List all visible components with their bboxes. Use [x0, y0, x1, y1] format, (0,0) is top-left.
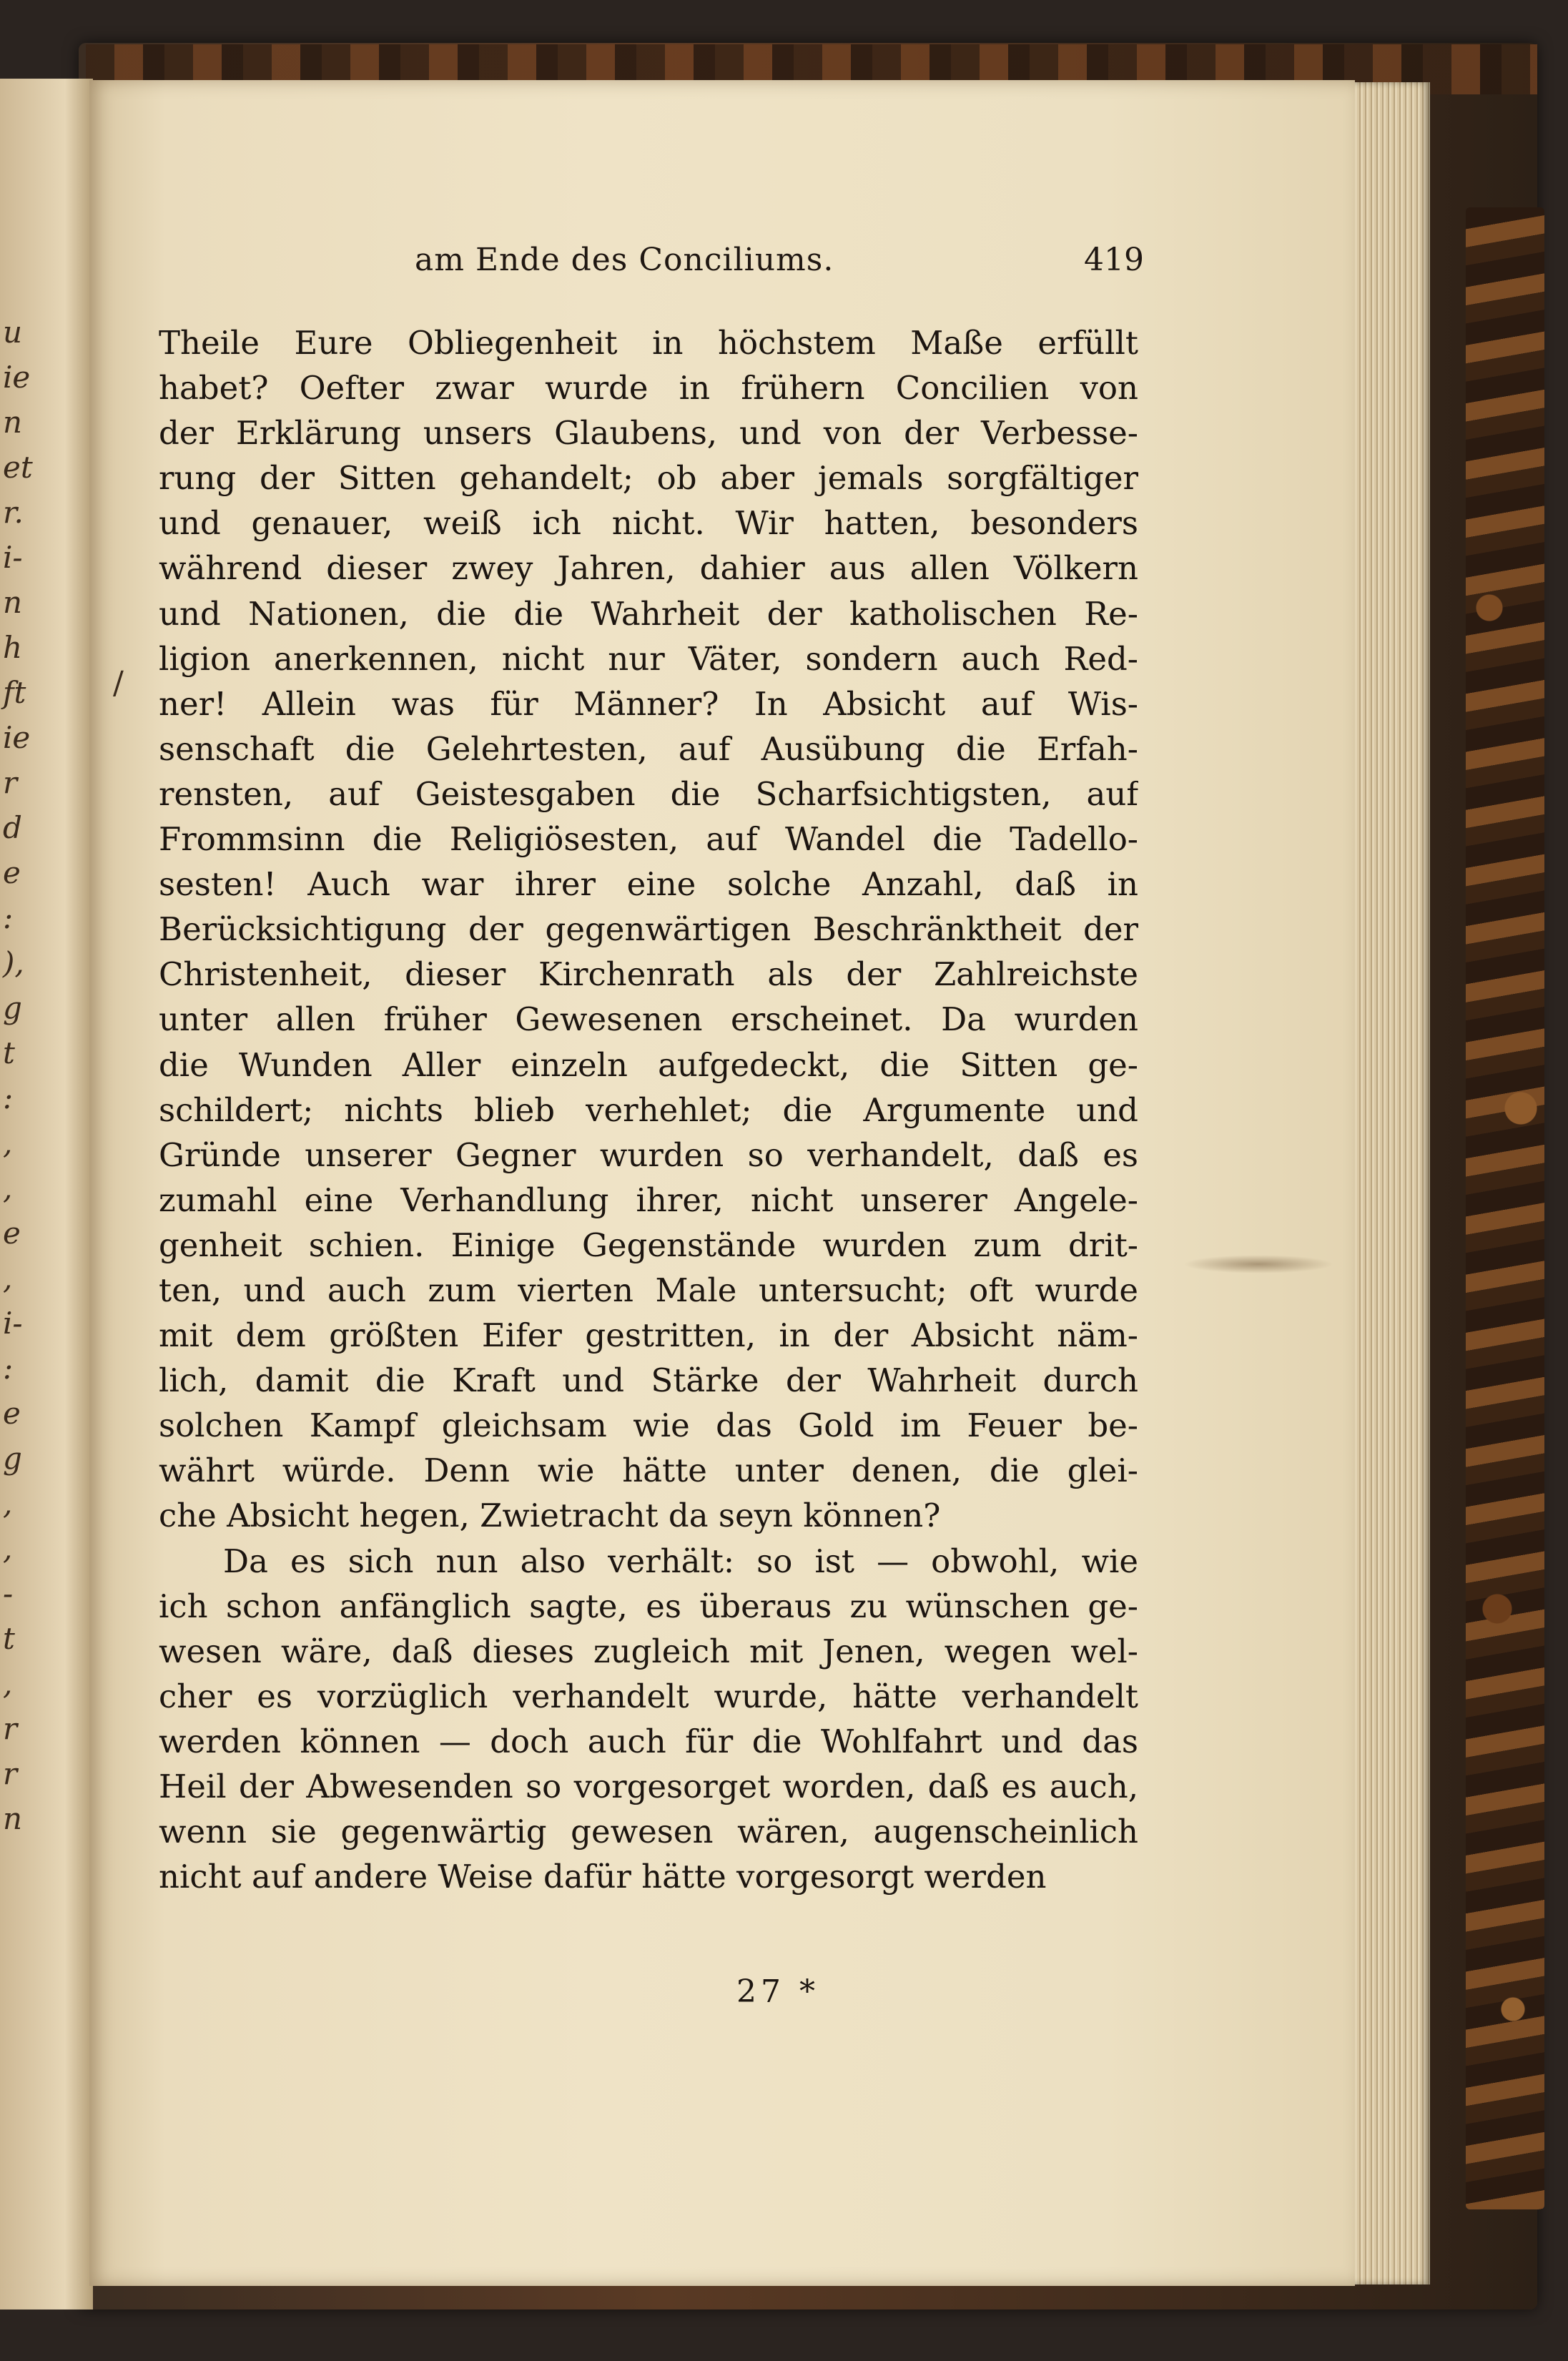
- left-page-fragment: ),: [3, 945, 24, 980]
- text-line: che Absicht hegen, Zwietracht da seyn können?: [159, 1497, 941, 1535]
- left-page-fragment: g: [3, 1441, 22, 1476]
- text-line: lich, damit die Kraft und Stärke der Wahrheit durch: [159, 1361, 1138, 1400]
- text-line: während dieser zwey Jahren, dahier aus allen Völkern: [159, 549, 1138, 588]
- left-page-fragment: r: [3, 765, 18, 800]
- text-line: Berücksichtigung der gegenwärtigen Beschränktheit der: [159, 910, 1138, 949]
- body-text: [159, 320, 1138, 1899]
- text-line: zumahl eine Verhandlung ihrer, nicht unserer Angele-: [159, 1180, 1138, 1219]
- left-page-fragment: n: [3, 585, 23, 620]
- text-line: Da es sich nun also verhält: so ist — obwohl, wie: [223, 1542, 1138, 1580]
- text-line: werden können — doch auch für die Wohlfahrt und das: [159, 1722, 1138, 1760]
- left-page-fragment: ,: [3, 1125, 13, 1160]
- left-page-fragment: ,: [3, 1531, 13, 1566]
- text-line: Heil der Abwesenden so vorgesorget worden, daß es auch,: [159, 1768, 1138, 1805]
- text-line: unter allen früher Gewesenen erscheinet. Da wurden: [159, 1000, 1138, 1039]
- text-line: Frommsinn die Religiösesten, auf Wandel die Tadello-: [159, 820, 1138, 859]
- left-page-fragment: i-: [3, 1306, 23, 1341]
- left-page-fragment: e: [3, 1396, 21, 1431]
- text-line: mit dem größten Eifer gestritten, in der Absicht näm-: [159, 1316, 1138, 1355]
- left-page-fragment: -: [3, 1576, 14, 1611]
- text-line: ligion anerkennen, nicht nur Väter, sondern auch Red-: [159, 639, 1138, 678]
- text-line: ten, und auch zum vierten Male untersucht; oft wurde: [159, 1271, 1138, 1309]
- text-line: genheit schien. Einige Gegenstände wurden zum drit-: [159, 1226, 1138, 1264]
- page-smudge: [1183, 1255, 1333, 1273]
- page-number: 419: [1084, 242, 1144, 278]
- text-line: Christenheit, dieser Kirchenrath als der Zahlreichste: [159, 955, 1138, 994]
- left-page-fragment: n: [3, 405, 23, 440]
- text-line: cher es vorzüglich verhandelt wurde, hätte verhandelt: [159, 1677, 1138, 1715]
- left-page-fragment: u: [3, 315, 23, 350]
- left-page-fragment: et: [3, 450, 33, 485]
- left-page-fragment: :: [3, 900, 14, 935]
- left-page-fragment: ,: [3, 1170, 13, 1206]
- text-line: senschaft die Gelehrtesten, auf Ausübung die Erfah-: [159, 729, 1138, 768]
- marbled-cover-edge: [1466, 207, 1544, 2209]
- left-page-fragment: d: [3, 810, 22, 845]
- running-head: [415, 242, 1144, 292]
- left-page-fragment: t: [3, 1621, 15, 1656]
- left-page-fragment: h: [3, 630, 23, 665]
- text-line: der Erklärung unsers Glaubens, und von der Verbesse-: [159, 414, 1138, 453]
- left-page-fragment: e: [3, 1216, 21, 1251]
- text-line: nicht auf andere Weise dafür hätte vorgesorgt werden: [159, 1858, 1047, 1896]
- left-page-fragment: r: [3, 1711, 18, 1746]
- text-line: schildert; nichts blieb verhehlet; die Argumente und: [159, 1090, 1138, 1129]
- text-line: und Nationen, die die Wahrheit der katholischen Re-: [159, 594, 1138, 633]
- text-line: rung der Sitten gehandelt; ob aber jemals sorgfältiger: [159, 459, 1138, 498]
- left-page-fragment: r: [3, 1756, 18, 1791]
- text-line: und genauer, weiß ich nicht. Wir hatten, besonders: [159, 504, 1138, 543]
- text-line: solchen Kampf gleichsam wie das Gold im Feuer be-: [159, 1406, 1138, 1445]
- text-line: wenn sie gegenwärtig gewesen wären, augenscheinlich: [159, 1813, 1138, 1851]
- text-line: wesen wäre, daß dieses zugleich mit Jenen, wegen wel-: [159, 1632, 1138, 1670]
- text-line: habet? Oefter zwar wurde in frühern Concilien von: [159, 369, 1138, 408]
- text-line: Gründe unserer Gegner wurden so verhandelt, daß es: [159, 1135, 1138, 1174]
- left-page-fragment: ie: [3, 360, 31, 395]
- left-page-fragment: r.: [3, 495, 24, 530]
- signature-mark: 27 *: [736, 1973, 819, 2010]
- left-page-fragment: t: [3, 1035, 15, 1070]
- left-page-fragment: i-: [3, 540, 23, 575]
- text-line: Theile Eure Obliegenheit in höchstem Maße erfüllt: [159, 324, 1138, 362]
- text-line: ner! Allein was für Männer? In Absicht auf Wis-: [159, 684, 1138, 723]
- left-page-fragment: ft: [3, 675, 26, 710]
- left-page-fragment: :: [3, 1080, 14, 1115]
- text-line: die Wunden Aller einzeln aufgedeckt, die Sitten ge-: [159, 1045, 1138, 1084]
- text-line: rensten, auf Geistesgaben die Scharfsichtigsten, auf: [159, 774, 1138, 813]
- left-page-fragment: g: [3, 990, 22, 1025]
- left-page-fragment: e: [3, 855, 21, 890]
- text-line: sesten! Auch war ihrer eine solche Anzahl, daß in: [159, 865, 1138, 904]
- text-line: ich schon anfänglich sagte, es überaus zu wünschen ge-: [159, 1587, 1138, 1625]
- left-page-fragment: ,: [3, 1486, 13, 1521]
- page-edges: [1351, 82, 1430, 2284]
- left-page: [0, 79, 93, 2310]
- running-head-title: am Ende des Conciliums.: [415, 242, 834, 278]
- left-page-fragment: n: [3, 1801, 23, 1836]
- left-page-fragment: ,: [3, 1261, 13, 1296]
- left-page-fragment: ,: [3, 1666, 13, 1701]
- left-page-fragment: ie: [3, 720, 31, 755]
- text-line: währt würde. Denn wie hätte unter denen, die glei-: [159, 1451, 1138, 1490]
- left-page-fragment: :: [3, 1351, 14, 1386]
- margin-mark: /: [113, 665, 124, 701]
